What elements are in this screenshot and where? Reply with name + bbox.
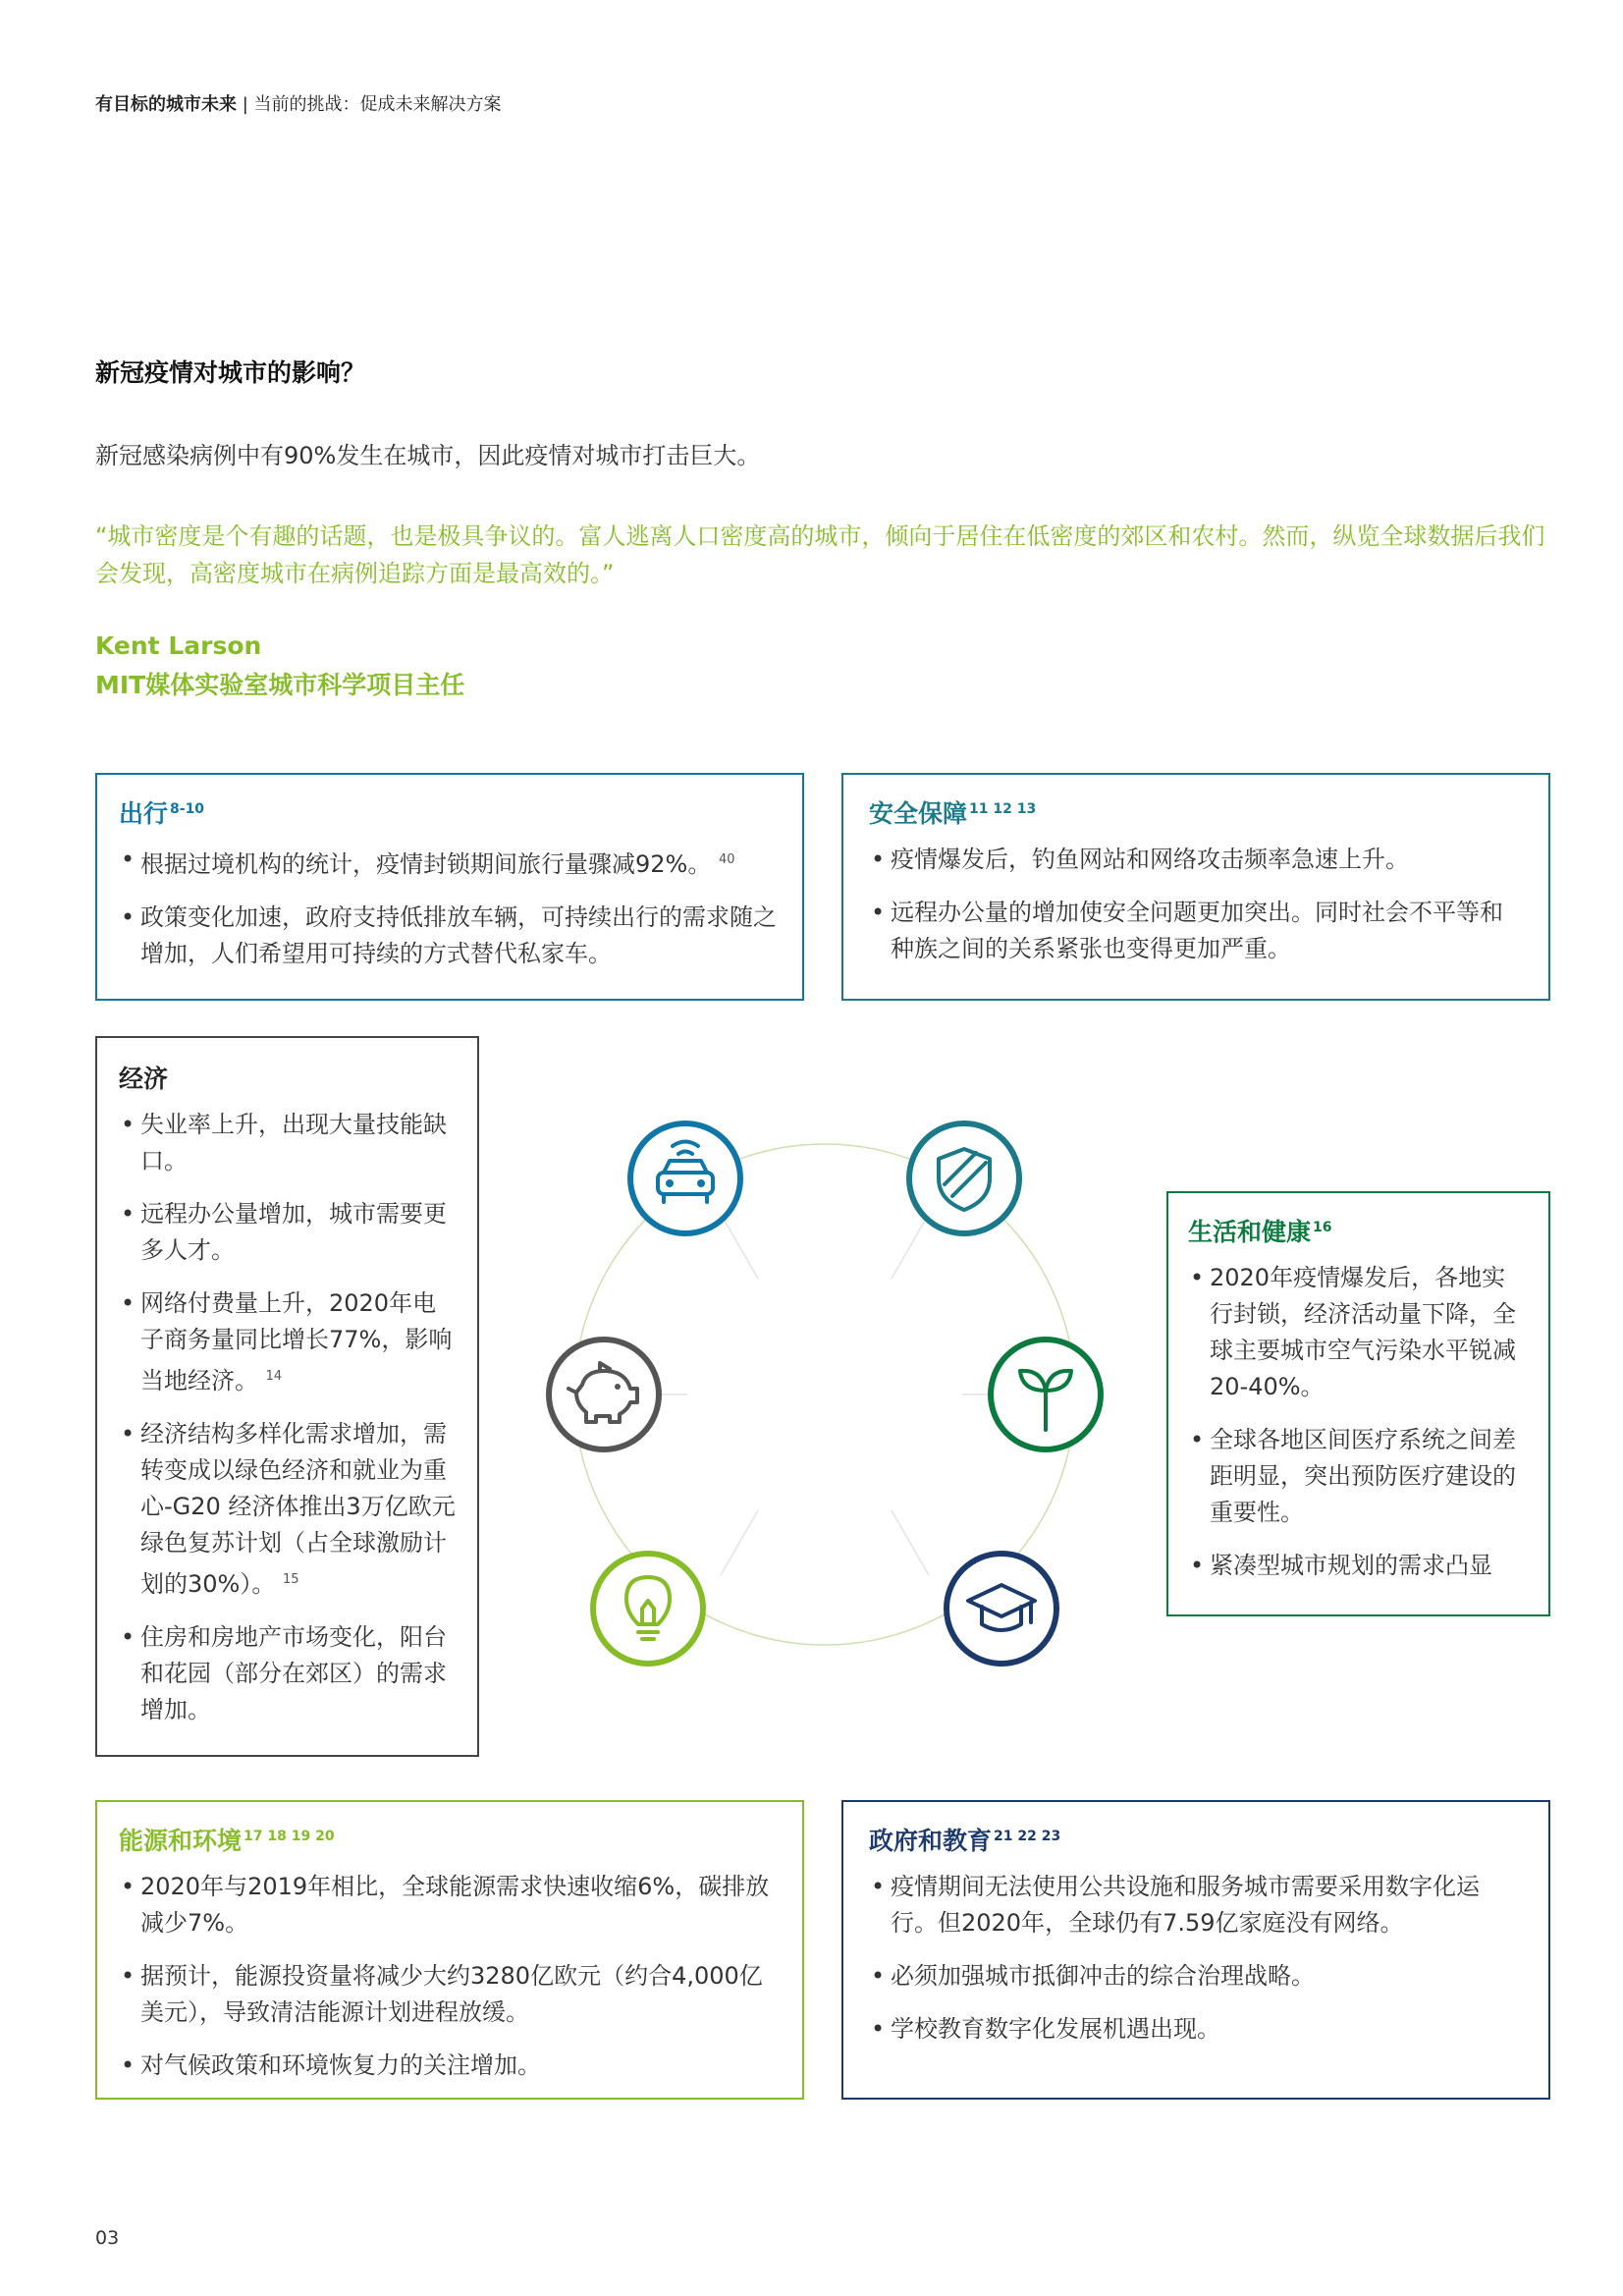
bullet-item: • 网络付费量上升，2020年电子商务量同比增长77%，影响当地经济。 $^{14}$: [119, 1285, 456, 1399]
bullet-item: • 远程办公量增加，城市需要更多人才。: [119, 1196, 456, 1269]
bullet-list: [119, 1107, 456, 1728]
box-title: 安全保障 $^{11 12 13}$: [869, 799, 1037, 828]
bullet-item: • 学校教育数字化发展机遇出现。: [869, 2011, 1523, 2048]
header-subtitle: 当前的挑战：促成未来解决方案: [253, 94, 502, 115]
footnote-ref: 15: [282, 1572, 299, 1587]
bullet-item: • 远程办公量的增加使安全问题更加突出。同时社会不平等和种族之间的关系紧张也变得更加严重。: [869, 895, 1523, 967]
running-header: [95, 90, 502, 116]
bullet-item: • 失业率上升，出现大量技能缺口。: [119, 1107, 456, 1179]
bullet-item: • 政策变化加速，政府支持低排放车辆，可持续出行的需求随之增加，人们希望用可持续的方式替代私家车。: [119, 900, 781, 972]
author-name: Kent Larson: [95, 631, 262, 660]
box-title: 政府和教育 $^{21 22 23}$: [869, 1827, 1061, 1855]
bullet-item: • 2020年与2019年相比，全球能源需求快速收缩6%，碳排放减少7%。: [119, 1869, 781, 1941]
shield-icon: [909, 1123, 1019, 1233]
connected-car-icon: [630, 1123, 740, 1233]
header-separator: |: [242, 94, 248, 115]
bullet-list: [869, 842, 1523, 967]
box-title: 生活和健康 $^{16}$: [1188, 1218, 1332, 1246]
bullet-item: • 疫情期间无法使用公共设施和服务城市需要采用数字化运行。但2020年，全球仍有7.59亿家庭没有网络。: [869, 1869, 1523, 1941]
section-title: 新冠疫情对城市的影响？: [95, 358, 366, 387]
sprout-icon: [991, 1339, 1101, 1449]
impact-diagram: [491, 1100, 1159, 1689]
bullet-list: [119, 1869, 781, 2084]
bullet-item: • 据预计，能源投资量将减少大约3280亿欧元（约合4,000亿美元），导致清洁能源计划进程放缓。: [119, 1958, 781, 2031]
graduation-cap-icon: [947, 1554, 1056, 1664]
economy-box: [95, 1036, 479, 1757]
piggy-bank-icon: [549, 1339, 659, 1449]
bullet-item: • 疫情爆发后，钓鱼网站和网络攻击频率急速上升。: [869, 842, 1523, 878]
diagram-spokes: [640, 1214, 1009, 1575]
bullet-list: [119, 842, 781, 972]
bullet-item: • 紧凑型城市规划的需求凸显: [1188, 1548, 1529, 1584]
header-title: 有目标的城市未来: [95, 94, 237, 115]
government-box: [841, 1800, 1550, 2100]
bullet-item: • 2020年疫情爆发后，各地实行封锁，经济活动量下降，全球主要城市空气污染水平锐减20-40%。: [1188, 1260, 1529, 1405]
quote-author: [95, 627, 464, 705]
bullet-item: • 对气候政策和环境恢复力的关注增加。: [119, 2048, 781, 2084]
box-title: 能源和环境 $^{17 18 19 20}$: [119, 1827, 335, 1855]
mobility-box: [95, 773, 804, 1001]
quote: “城市密度是个有趣的话题，也是极具争议的。富人逃离人口密度高的城市，倾向于居住在低密度的郊区和农村。然而，纵览全球数据后我们会发现，高密度城市在病例追踪方面是最高效的。”: [95, 522, 1545, 587]
bullet-list: [869, 1869, 1523, 2048]
bullet-item: • 全球各地区间医疗系统之间差距明显，突出预防医疗建设的重要性。: [1188, 1422, 1529, 1531]
footnote-ref: 40: [718, 852, 735, 867]
security-box: [841, 773, 1550, 1001]
bullet-list: [1188, 1260, 1529, 1584]
bullet-item: • 根据过境机构的统计，疫情封锁期间旅行量骤减92%。 $^{40}$: [119, 842, 781, 883]
lightbulb-icon: [593, 1554, 703, 1664]
box-title: 经济: [119, 1065, 169, 1093]
energy-box: [95, 1800, 804, 2100]
box-title: 出行 $^{8-10}$: [119, 799, 205, 828]
bullet-item: • 经济结构多样化需求增加，需转变成以绿色经济和就业为重心-G20 经济体推出3万亿欧元绿色复苏计划（占全球激励计划的30%）。 $^{15}$: [119, 1416, 456, 1603]
footnote-ref: 14: [265, 1369, 283, 1384]
intro-text: 新冠感染病例中有90%发生在城市，因此疫情对城市打击巨大。: [95, 442, 761, 469]
bullet-item: • 住房和房地产市场变化，阳台和花园（部分在郊区）的需求增加。: [119, 1619, 456, 1728]
bullet-item: • 必须加强城市抵御冲击的综合治理战略。: [869, 1958, 1523, 1995]
health-box: [1166, 1191, 1550, 1616]
page-number: 03: [95, 2227, 120, 2249]
author-role: MIT媒体实验室城市科学项目主任: [95, 671, 465, 699]
